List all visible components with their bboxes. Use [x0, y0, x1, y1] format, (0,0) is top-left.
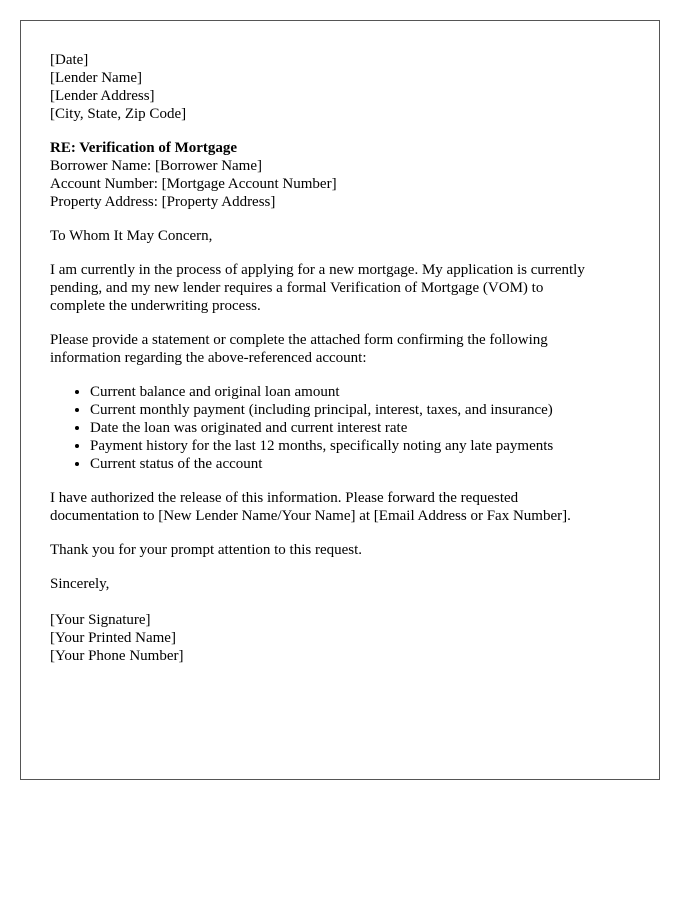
property-address-line: Property Address: [Property Address] — [50, 194, 276, 210]
phone-number-line: [Your Phone Number] — [50, 648, 184, 664]
signature-block — [50, 611, 640, 665]
paragraph-line: Please provide a statement or complete the attached form confirming the following — [50, 332, 548, 348]
sender-block — [50, 51, 640, 123]
paragraph-intro — [50, 261, 640, 315]
lender-address-line: [Lender Address] — [50, 88, 155, 104]
paragraph-line: complete the underwriting process. — [50, 298, 261, 314]
closing-line: Sincerely, — [50, 576, 110, 592]
list-item: • Current status of the account — [90, 455, 640, 473]
date-line: [Date] — [50, 52, 89, 68]
paragraph-line: I have authorized the release of this information. Please forward the requested — [50, 490, 519, 506]
letter-page — [20, 20, 660, 780]
paragraph-line: pending, and my new lender requires a formal Verification of Mortgage (VOM) to — [50, 280, 544, 296]
re-block — [50, 139, 640, 211]
printed-name-line: [Your Printed Name] — [50, 630, 176, 646]
list-item: • Payment history for the last 12 months, specifically noting any late payments — [90, 437, 640, 455]
salutation: To Whom It May Concern, — [50, 228, 213, 244]
paragraph-authorization — [50, 489, 640, 525]
account-number-line: Account Number: [Mortgage Account Number] — [50, 176, 337, 192]
letter-body — [50, 51, 640, 681]
re-title: RE: Verification of Mortgage — [50, 140, 238, 156]
list-item: • Date the loan was originated and current interest rate — [90, 419, 640, 437]
city-state-zip-line: [City, State, Zip Code] — [50, 106, 187, 122]
thanks-line: Thank you for your prompt attention to this request. — [50, 542, 363, 558]
requested-info-list — [50, 383, 640, 473]
paragraph-line: information regarding the above-referenced account: — [50, 350, 367, 366]
list-item: • Current balance and original loan amount — [90, 383, 640, 401]
list-item: • Current monthly payment (including principal, interest, taxes, and insurance) — [90, 401, 640, 419]
paragraph-request — [50, 331, 640, 367]
signature-line: [Your Signature] — [50, 612, 151, 628]
paragraph-line: I am currently in the process of applying for a new mortgage. My application is currently — [50, 262, 585, 278]
signature-gap — [50, 593, 640, 611]
paragraph-line: documentation to [New Lender Name/Your Name] at [Email Address or Fax Number]. — [50, 508, 571, 524]
lender-name-line: [Lender Name] — [50, 70, 143, 86]
borrower-name-line: Borrower Name: [Borrower Name] — [50, 158, 262, 174]
